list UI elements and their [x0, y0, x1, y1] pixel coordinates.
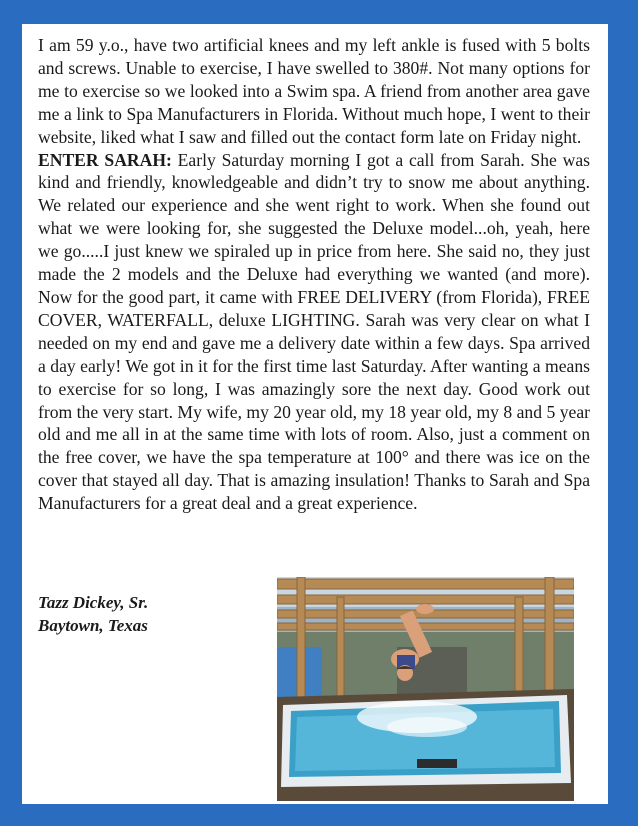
testimonial-body: Early Saturday morning I got a call from Sarah. She was kind and friendly, knowledgeable and didn’t try to snow me about anything. We related our experience and she went right to work. When she found out what we were looking for, she suggested the Deluxe model...oh, yeah, here we go.....I just knew we spiraled up in price from here. She said no, they just made the 2 models and the Deluxe had everything we wanted (and more). Now for the good part, it came with FREE DELIVERY (from Florida), FREE COVER, WATERFALL, deluxe LIGHTING. Sarah was very clear on what I needed on my end and gave me a delivery date within a few days. Spa arrived a day early! We got in it for the first time last Saturday. After wanting a means to exercise for so long, I was amazingly sore the next day. Good work out from the very start. My wife, my 20 year old, my 18 year old, my 8 and 5 year old and me all in at the same time with lots of room. Also, just a comment on the free cover, we have the spa temperature at 100° and there was ice on the cover that stayed all day. That is amazing insulation! Thanks to Sarah and Spa Manufacturers for a great deal and a great experience. — [38, 149, 590, 514]
swim-spa-photo — [277, 577, 574, 801]
signature-location: Baytown, Texas — [38, 616, 148, 635]
signature — [38, 591, 148, 637]
testimonial-text — [38, 34, 590, 515]
testimonial-intro: I am 59 y.o., have two artificial knees and my left ankle is fused with 5 bolts and screws. Unable to exercise, I have swelled to 380#. Not many options for me to exercise so we looked into a Swim spa. A friend from another area gave me a link to Spa Manufacturers in Florida. Without much hope, I went to their website, liked what I saw and filled out the contact form late on Friday night. — [38, 35, 590, 147]
testimonial-page — [22, 24, 608, 804]
signature-name: Tazz Dickey, Sr. — [38, 593, 149, 612]
enter-sarah-heading: ENTER SARAH: — [38, 149, 172, 170]
